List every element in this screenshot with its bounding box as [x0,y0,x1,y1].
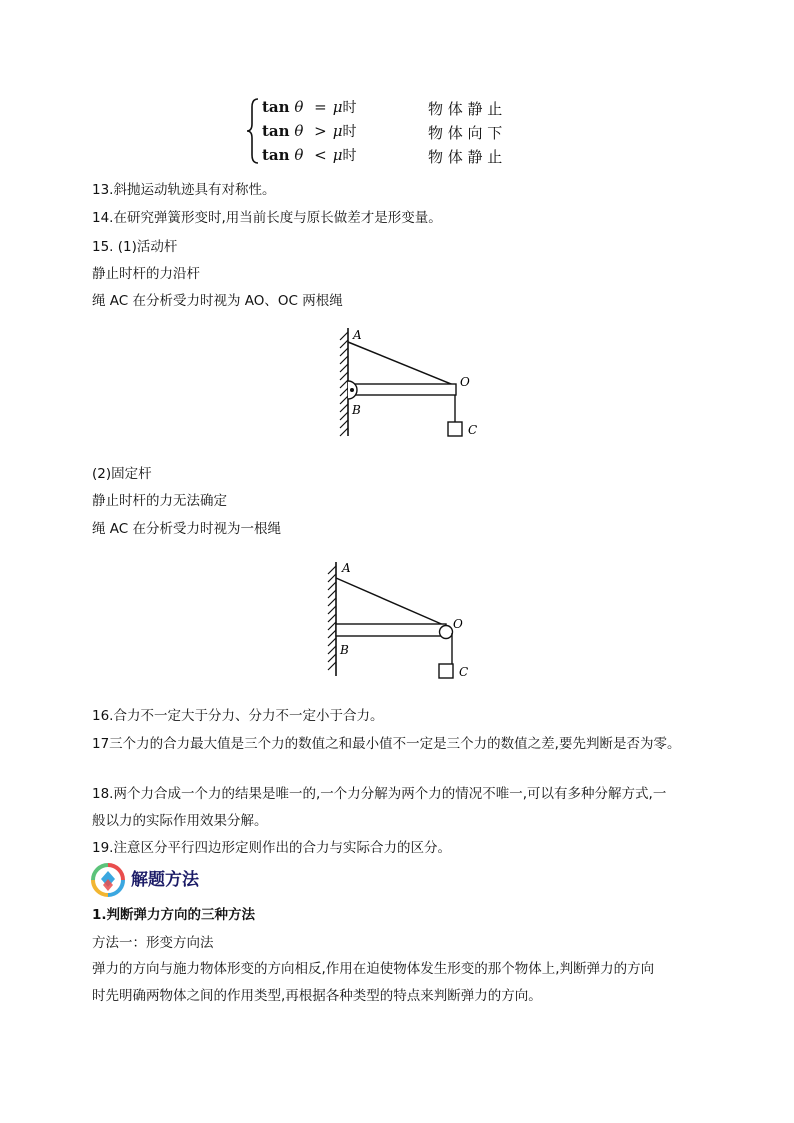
item-13: 13.斜抛运动轨迹具有对称性。 [92,182,276,198]
case-op: < [314,146,327,164]
case-lhs: tan [262,146,290,164]
rope-ao [336,578,446,626]
label-b: B [340,643,349,657]
diagram-movable-rod [326,322,496,444]
weight-block [448,422,462,436]
case-mu: μ [332,98,343,116]
pulley [440,626,453,639]
rope-ao [348,342,456,386]
case-row-1 [262,97,356,117]
case-op: > [314,122,327,140]
rod [336,624,446,636]
item-16: 16.合力不一定大于分力、分力不一定小于合力。 [92,708,384,724]
case-when: 时 [342,124,357,140]
diagram-fixed-rod [316,558,486,684]
case-when: 时 [342,100,357,116]
item-14: 14.在研究弹簧形变时,用当前长度与原长做差才是形变量。 [92,210,442,226]
case-result-3: 物 体 静 止 [428,148,503,166]
item-15-line2: 绳 AC 在分析受力时视为 AO、OC 两根绳 [92,293,343,309]
case-op: = [314,98,327,116]
item-15-line1: 静止时杆的力沿杆 [92,266,200,282]
wall [328,562,336,676]
item-19: 19.注意区分平行四边形定则作出的合力与实际合力的区分。 [92,840,451,856]
method1-line2: 时先明确两物体之间的作用类型,再根据各种类型的特点来判断弹力的方向。 [92,988,542,1004]
item-18-line1: 18.两个力合成一个力的结果是唯一的,一个力分解为两个力的情况不唯一,可以有多种分解方式,一 [92,786,667,802]
item-15-2-title: (2)固定杆 [92,466,152,482]
wall [340,328,348,436]
case-row-3 [262,145,356,165]
item-17: 17三个力的合力最大值是三个力的数值之和最小值不一定是三个力的数值之差,要先判断是否为零。 [92,736,681,752]
item-15-2-line2: 绳 AC 在分析受力时视为一根绳 [92,521,282,537]
weight-block [439,664,453,678]
case-lhs: tan [262,122,290,140]
left-brace [246,97,260,165]
section-heading: 解题方法 [131,870,199,890]
item-15-2-line1: 静止时杆的力无法确定 [92,493,227,509]
label-c: C [459,665,469,679]
label-a: A [342,561,351,575]
case-mu: μ [332,146,343,164]
method-list-title: 1.判断弹力方向的三种方法 [92,907,256,923]
label-b: B [352,403,361,417]
hinge-pin [350,388,354,392]
rod [354,384,456,395]
case-mu: μ [332,122,343,140]
case-when: 时 [342,148,357,164]
case-result-1: 物 体 静 止 [428,100,503,118]
logo-icon [90,862,126,898]
case-theta: θ [294,122,304,140]
label-o: O [460,375,470,389]
label-a: A [353,328,362,342]
method1-line1: 弹力的方向与施力物体形变的方向相反,作用在迫使物体发生形变的那个物体上,判断弹力的方向 [92,961,655,977]
case-lhs: tan [262,98,290,116]
case-row-2 [262,121,356,141]
item-15-title: 15. (1)活动杆 [92,239,178,255]
label-c: C [468,423,478,437]
case-result-2: 物 体 向 下 [428,124,503,142]
item-18-line2: 般以力的实际作用效果分解。 [92,813,268,829]
case-theta: θ [294,146,304,164]
method1-title: 方法一：形变方向法 [92,935,214,951]
case-theta: θ [294,98,304,116]
label-o: O [453,617,463,631]
